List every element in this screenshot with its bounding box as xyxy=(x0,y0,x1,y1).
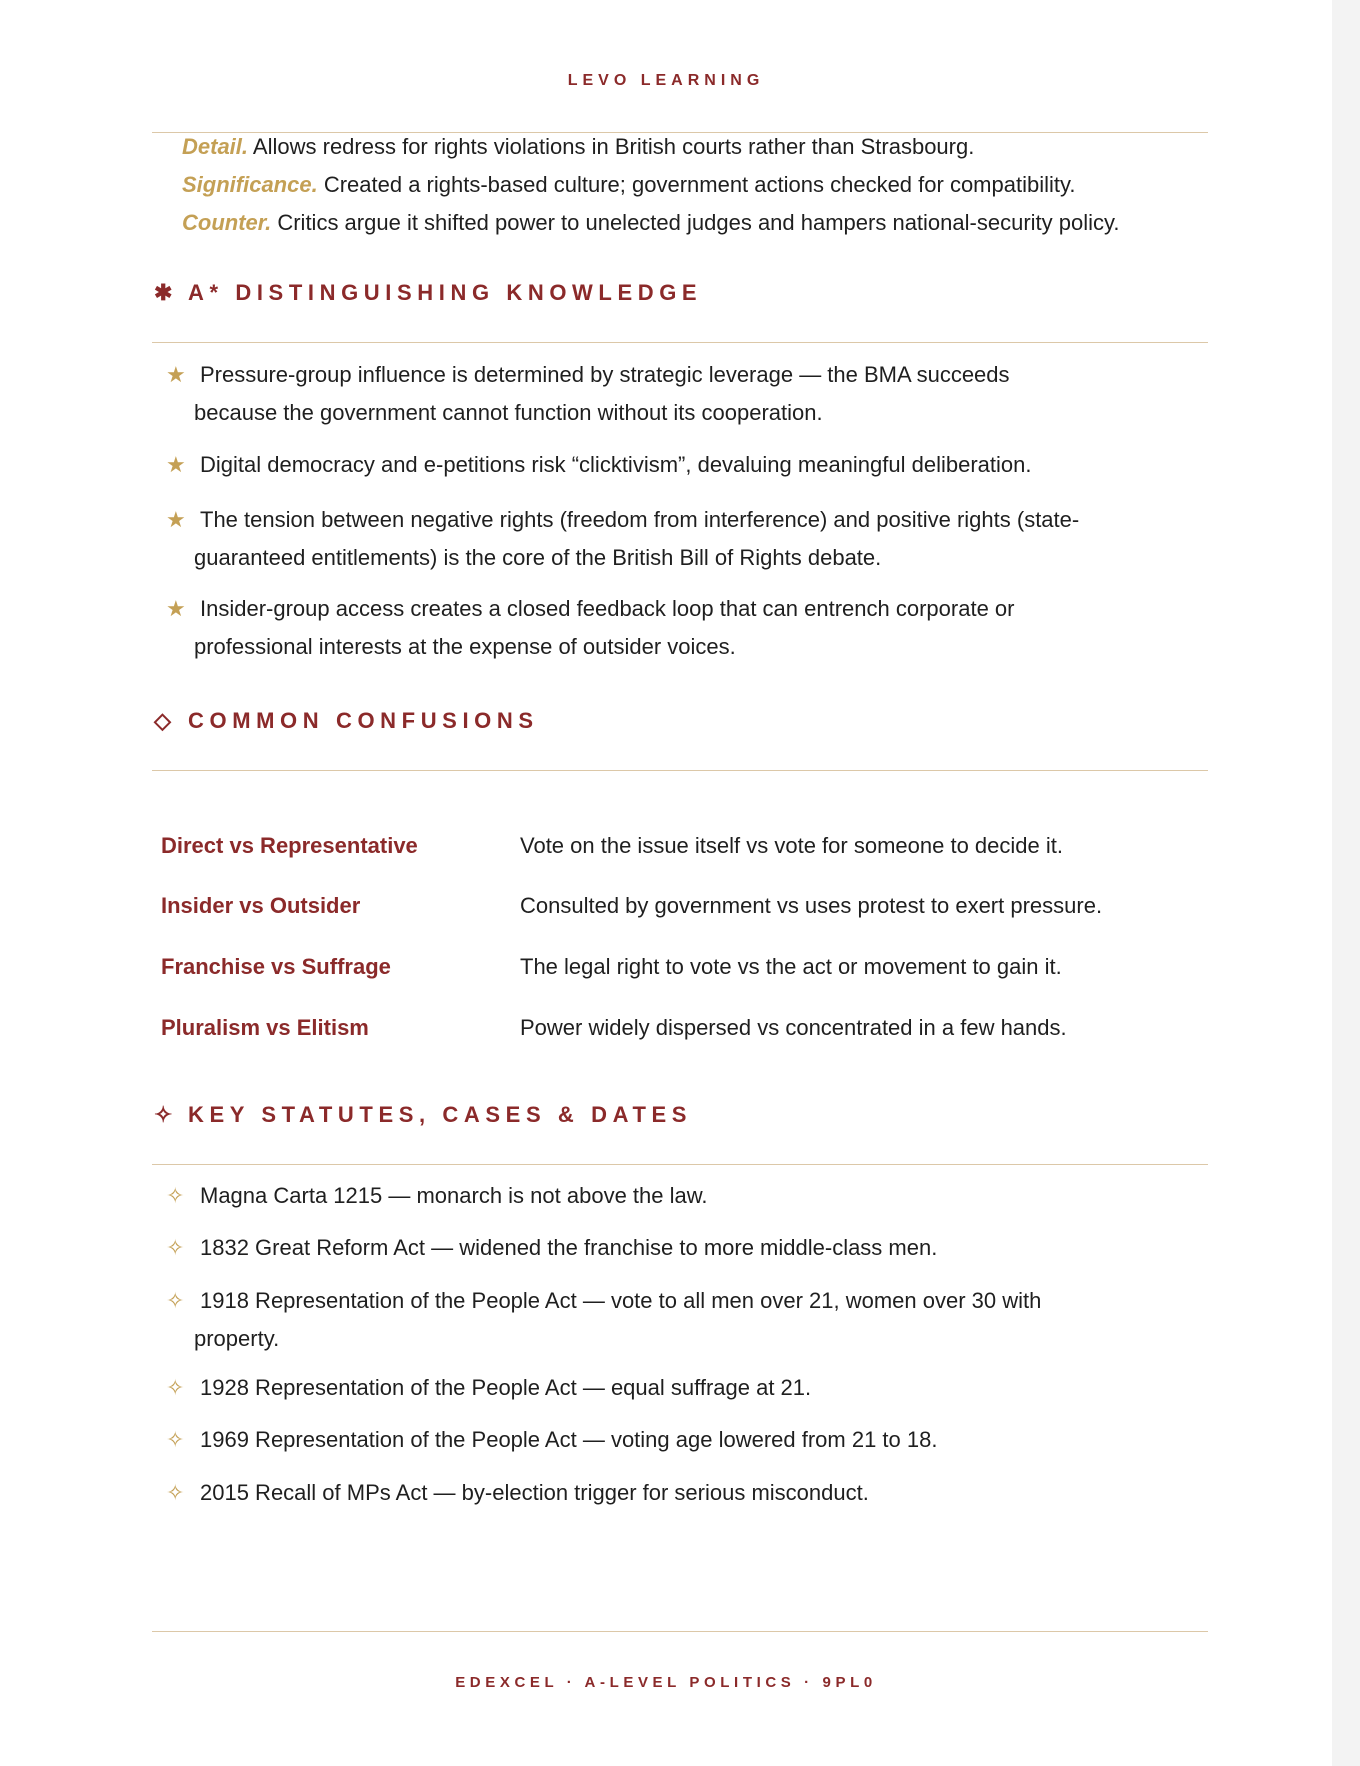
list-item xyxy=(166,1229,1196,1267)
confusion-definition: Vote on the issue itself vs vote for someone to decide it. xyxy=(520,833,1063,858)
sparkle-icon: ✧ xyxy=(166,1235,185,1260)
list-item xyxy=(166,501,1196,577)
section-title: COMMON CONFUSIONS xyxy=(188,708,539,733)
intro-label: Counter. xyxy=(182,210,272,235)
intro-label: Detail. xyxy=(182,134,249,159)
section-heading-distinguishing xyxy=(154,280,702,306)
section-title: KEY STATUTES, CASES & DATES xyxy=(188,1102,693,1127)
section-rule xyxy=(152,770,1208,771)
item-text: Insider-group access creates a closed feedback loop that can entrench corporate or xyxy=(200,596,1015,621)
item-text: Digital democracy and e-petitions risk “clicktivism”, devaluing meaningful deliberation. xyxy=(200,452,1032,477)
section-title: A* DISTINGUISHING KNOWLEDGE xyxy=(188,280,703,305)
list-item xyxy=(166,1474,1196,1512)
list-item xyxy=(166,446,1196,484)
item-text: 1918 Representation of the People Act — vote to all men over 21, women over 30 with xyxy=(200,1288,1042,1313)
sparkle-icon: ✧ xyxy=(166,1288,185,1313)
item-text-cont: property. xyxy=(194,1326,280,1351)
item-text: 2015 Recall of MPs Act — by-election trigger for serious misconduct. xyxy=(200,1480,869,1505)
sparkle-icon: ✧ xyxy=(166,1480,185,1505)
intro-text: Allows redress for rights violations in British courts rather than Strasbourg. xyxy=(248,134,975,159)
section-heading-confusions xyxy=(154,708,539,734)
section-rule xyxy=(152,342,1208,343)
item-text: The tension between negative rights (freedom from interference) and positive rights (state- xyxy=(200,507,1080,532)
star-icon: ★ xyxy=(166,362,186,387)
item-text: 1832 Great Reform Act — widened the franchise to more middle-class men. xyxy=(200,1235,938,1260)
brand-header: LEVO LEARNING xyxy=(567,72,765,89)
sparkle-icon: ✧ xyxy=(166,1183,185,1208)
confusion-definition: Power widely dispersed vs concentrated in a few hands. xyxy=(520,1015,1067,1040)
list-item xyxy=(166,1177,1196,1215)
confusion-term: Direct vs Representative xyxy=(161,833,418,858)
star-icon: ★ xyxy=(166,452,186,477)
footer: EDEXCEL · A-LEVEL POLITICS · 9PL0 xyxy=(455,1674,877,1691)
intro-detail xyxy=(182,128,974,166)
intro-significance xyxy=(182,166,1075,204)
list-item xyxy=(166,1282,1196,1358)
sparkle-icon: ✧ xyxy=(154,1102,173,1127)
item-text-cont: professional interests at the expense of outsider voices. xyxy=(194,634,736,659)
footer-rule xyxy=(152,1631,1208,1632)
star-icon: ★ xyxy=(166,507,186,532)
intro-label: Significance. xyxy=(182,172,318,197)
sparkle-icon: ✧ xyxy=(166,1427,185,1452)
intro-counter xyxy=(182,204,1120,242)
intro-text: Critics argue it shifted power to unelected judges and hampers national-security policy. xyxy=(271,210,1120,235)
star-icon: ★ xyxy=(166,596,186,621)
section-heading-statutes xyxy=(154,1102,692,1128)
intro-text: Created a rights-based culture; government actions checked for compatibility. xyxy=(317,172,1076,197)
item-text: 1928 Representation of the People Act — equal suffrage at 21. xyxy=(200,1375,812,1400)
confusion-term: Franchise vs Suffrage xyxy=(161,954,391,979)
confusion-definition: The legal right to vote vs the act or movement to gain it. xyxy=(520,954,1062,979)
section-rule xyxy=(152,1164,1208,1165)
list-item xyxy=(166,590,1196,666)
list-item xyxy=(166,1421,1196,1459)
asterisk-icon: ✱ xyxy=(154,280,173,305)
item-text: 1969 Representation of the People Act — voting age lowered from 21 to 18. xyxy=(200,1427,938,1452)
sparkle-icon: ✧ xyxy=(166,1375,185,1400)
item-text-cont: guaranteed entitlements) is the core of the British Bill of Rights debate. xyxy=(194,545,882,570)
item-text-cont: because the government cannot function without its cooperation. xyxy=(194,400,823,425)
list-item xyxy=(166,356,1196,432)
confusion-term: Insider vs Outsider xyxy=(161,893,361,918)
item-text: Pressure-group influence is determined by strategic leverage — the BMA succeeds xyxy=(200,362,1010,387)
confusion-definition: Consulted by government vs uses protest to exert pressure. xyxy=(520,893,1103,918)
item-text: Magna Carta 1215 — monarch is not above the law. xyxy=(200,1183,708,1208)
list-item xyxy=(166,1369,1196,1407)
confusion-term: Pluralism vs Elitism xyxy=(161,1015,369,1040)
diamond-outline-icon: ◇ xyxy=(154,708,171,733)
